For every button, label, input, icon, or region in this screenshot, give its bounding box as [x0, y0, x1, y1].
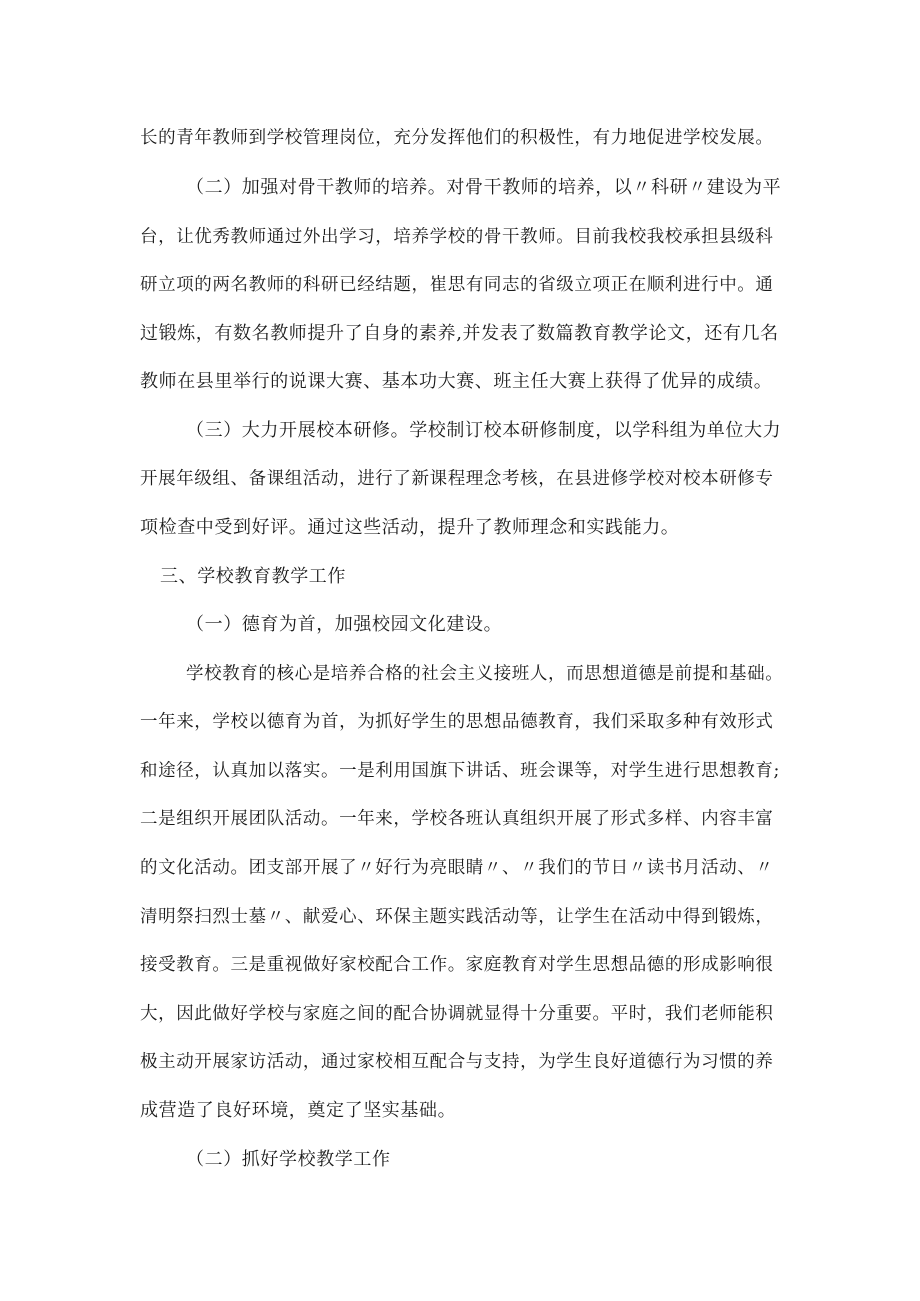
text-line-6: 教师在县里举行的说课大赛、基本功大赛、班主任大赛上获得了优异的成绩。 — [140, 371, 773, 392]
text-line-20: 极主动开展家访活动，通过家校相互配合与支持，为学生良好道德行为习惯的养 — [140, 1052, 774, 1072]
text-line-3: 台，让优秀教师通过外出学习，培养学校的骨干教师。目前我校我校承担县级科 — [140, 227, 774, 247]
text-line-18: 接受教育。三是重视做好家校配合工作。家庭教育对学生思想品德的形成影响很 — [140, 955, 774, 975]
text-line-14: 和途径，认真加以落实。一是利用国旗下讲话、班会课等，对学生进行思想教育; — [140, 761, 780, 781]
text-line-7: （三）大力开展校本研修。学校制订校本研修制度，以学科组为单位大力 — [186, 420, 782, 441]
subsection-heading-1: （一）德育为首，加强校园文化建设。 — [186, 614, 503, 635]
text-line-12: 学校教育的核心是培养合格的社会主义接班人，而思想道德是前提和基础。 — [186, 664, 784, 684]
text-line-9: 项检查中受到好评。通过这些活动，提升了教师理念和实践能力。 — [140, 517, 680, 538]
text-line-16: 的文化活动。团支部开展了〃好行为亮眼睛〃、〃我们的节日〃读书月活动、〃 — [140, 858, 774, 878]
text-line-13: 一年来，学校以德育为首，为抓好学生的思想品德教育，我们采取多种有效形式 — [140, 712, 774, 732]
text-line-4: 研立项的两名教师的科研已经结题，崔思有同志的省级立项正在顺利进行中。通 — [140, 275, 774, 295]
text-line-21: 成营造了良好环境，奠定了坚实基础。 — [140, 1100, 457, 1121]
section-heading: 三、学校教育教学工作 — [160, 566, 346, 587]
text-line-5: 过锻炼，有数名教师提升了自身的素养,并发表了数篇教育教学论文，还有几名 — [140, 323, 779, 344]
text-line-17: 清明祭扫烈士墓〃、献爱心、环保主题实践活动等，让学生在活动中得到锻炼， — [140, 907, 774, 927]
text-line-8: 开展年级组、备课组活动，进行了新课程理念考核，在县进修学校对校本研修专 — [140, 469, 774, 489]
subsection-heading-2: （二）抓好学校教学工作 — [186, 1149, 391, 1170]
text-line-15: 二是组织开展团队活动。一年来，学校各班认真组织开展了形式多样、内容丰富 — [140, 809, 774, 829]
text-line-1: 长的青年教师到学校管理岗位，充分发挥他们的积极性，有力地促进学校发展。 — [140, 128, 774, 148]
text-line-19: 大，因此做好学校与家庭之间的配合协调就显得十分重要。平时，我们老师能积 — [140, 1004, 774, 1024]
text-line-2: （二）加强对骨干教师的培养。对骨干教师的培养，以〃科研〃建设为平 — [186, 177, 782, 198]
